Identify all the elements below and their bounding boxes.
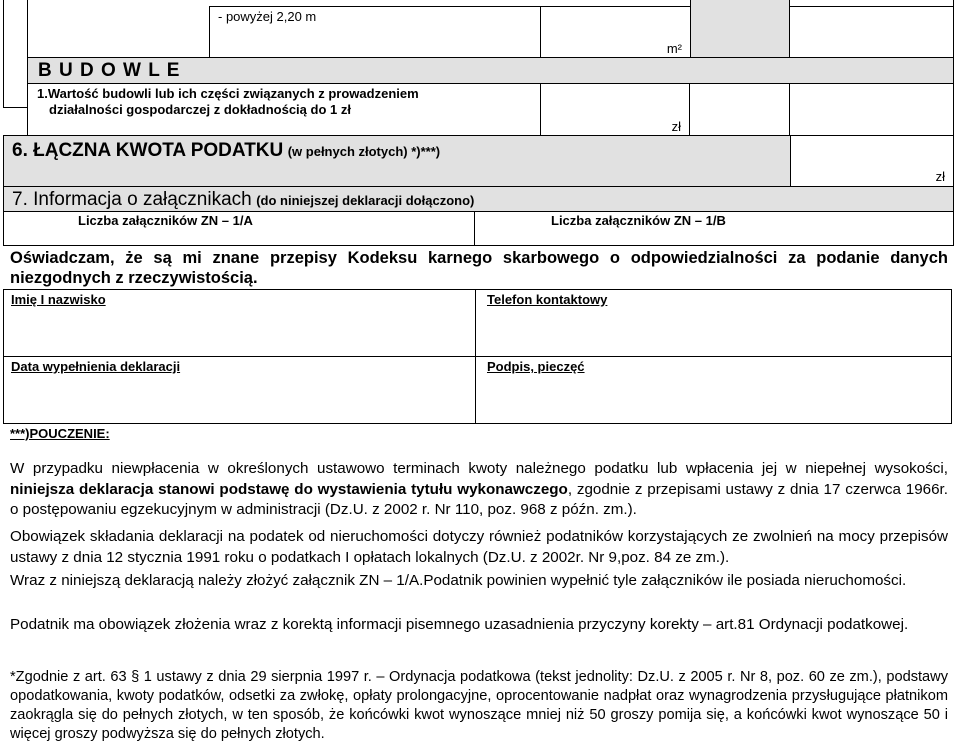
section7-col-b[interactable] [474, 211, 954, 246]
section6-title-main: 6. ŁĄCZNA KWOTA PODATKU [12, 140, 284, 161]
top-row-label: - powyżej 2,20 m [218, 9, 317, 24]
budowle-heading: B U D O W L E [38, 60, 181, 81]
section7-col-b-label: Liczba załączników ZN – 1/B [551, 213, 726, 228]
pouczenie-paragraph-4: Podatnik ma obowiązek złożenia wraz z korektą informacji pisemnego uzasadnienia przyczyny korekty – art.81 Ordynacji podatkowej. [10, 616, 909, 633]
name-field-label: Imię I nazwisko [11, 292, 106, 307]
top-row-value-cell[interactable] [790, 6, 954, 58]
section7-title-bar [3, 186, 954, 212]
budowle-heading-bar [27, 57, 954, 84]
section6-title-suffix: (w pełnych złotych) *)***) [287, 144, 441, 159]
section7-title [12, 189, 474, 211]
phone-field-label: Telefon kontaktowy [487, 292, 608, 307]
section7-col-a[interactable] [3, 211, 475, 246]
top-row-area-cell[interactable] [540, 6, 690, 58]
declaration-text: Oświadczam, że są mi znane przepisy Kodeksu karnego skarbowego o odpowiedzialności za podanie danych niezgodnych z rzeczywistością. [10, 249, 948, 287]
section6-title [12, 140, 440, 162]
date-field[interactable] [3, 356, 476, 424]
date-field-label: Data wypełnienia deklaracji [11, 359, 181, 374]
top-row-grey-cell [690, 0, 790, 58]
budowle-row [27, 83, 954, 136]
pouczenie-p1-start: W przypadku niewpłacenia w określonych ustawowo terminach kwoty należnego podatku lub wpłacenia jej w niepełnej wysokości, [10, 460, 948, 477]
footnote-text: *Zgodnie z art. 63 § 1 ustawy z dnia 29 sierpnia 1997 r. – Ordynacja podatkowa (tekst jednolity: Dz.U. z 2005 r. Nr 8, poz. 60 ze zm.), podstawy opodatkowania, kwoty podatków, odsetki za zwłokę, opłaty prolongacyjne, oprocentowanie nadpłat oraz wynagrodzenia przysługujące płatnikom zaokrągla się do pełnych złotych, w ten sposób, że końcówki kwot wynoszące mniej niż 50 groszy pomija się, a końcówki kwot wynoszące 50 i więcej groszy podwyższa się do pełnych złotych. [10, 669, 948, 742]
left-margin-strip [3, 0, 28, 108]
section7-col-a-label: Liczba załączników ZN – 1/A [78, 213, 253, 228]
budowle-row-label [37, 86, 419, 118]
budowle-row-label-line1: 1.Wartość budowli lub ich części związanych z prowadzeniem [37, 86, 419, 101]
top-row-cut-unit [662, 0, 677, 1]
budowle-tax-cell[interactable] [690, 83, 790, 136]
budowle-unit: zł [671, 119, 681, 134]
signature-field-label: Podpis, pieczęć [487, 359, 585, 374]
section6-value-cell[interactable] [790, 135, 954, 187]
top-row-area-unit: m² [666, 41, 682, 56]
phone-field[interactable] [475, 289, 952, 357]
signature-field[interactable] [475, 356, 952, 424]
top-row-label-cell [209, 6, 541, 58]
section6-label-cell [3, 135, 791, 187]
section7-title-suffix: (do niniejszej deklaracji dołączono) [256, 193, 475, 208]
pouczenie-paragraph-3: Wraz z niniejszą deklaracją należy złożyć załącznik ZN – 1/A.Podatnik powinien wypełnić tyle załączników ile posiada nieruchomości. [10, 572, 907, 589]
pouczenie-heading: ***)POUCZENIE: [10, 426, 110, 441]
name-field[interactable] [3, 289, 476, 357]
pouczenie-p1-end: , zgodnie z przepisami ustawy z dnia 17 czerwca 1966r. o postępowaniu egzekucyjnym w administracji (Dz.U. z 2002 r. Nr 110, poz. 968 z późn. zm.). [10, 480, 948, 518]
pouczenie-paragraph-2: Obowiązek składania deklaracji na podatek od nieruchomości dotyczy również podatników korzystających ze zwolnień na mocy przepisów ustawy z dnia 12 stycznia 1991 roku o podatkach I opłatach lokalnych (Dz.U. z 2002r. Nr 9,poz. 84 ze zm.). [10, 528, 948, 566]
budowle-value-cell[interactable] [540, 83, 690, 136]
section7-title-main: 7. Informacja o załącznikach [12, 189, 252, 210]
section6-unit: zł [935, 169, 945, 184]
pouczenie-p1-bold: niniejsza deklaracja stanowi podstawę do wystawienia tytułu wykonawczego [10, 480, 568, 498]
budowle-row-label-line2: działalności gospodarczej z dokładnością do 1 zł [49, 102, 351, 117]
pouczenie-paragraph-1 [10, 459, 948, 521]
